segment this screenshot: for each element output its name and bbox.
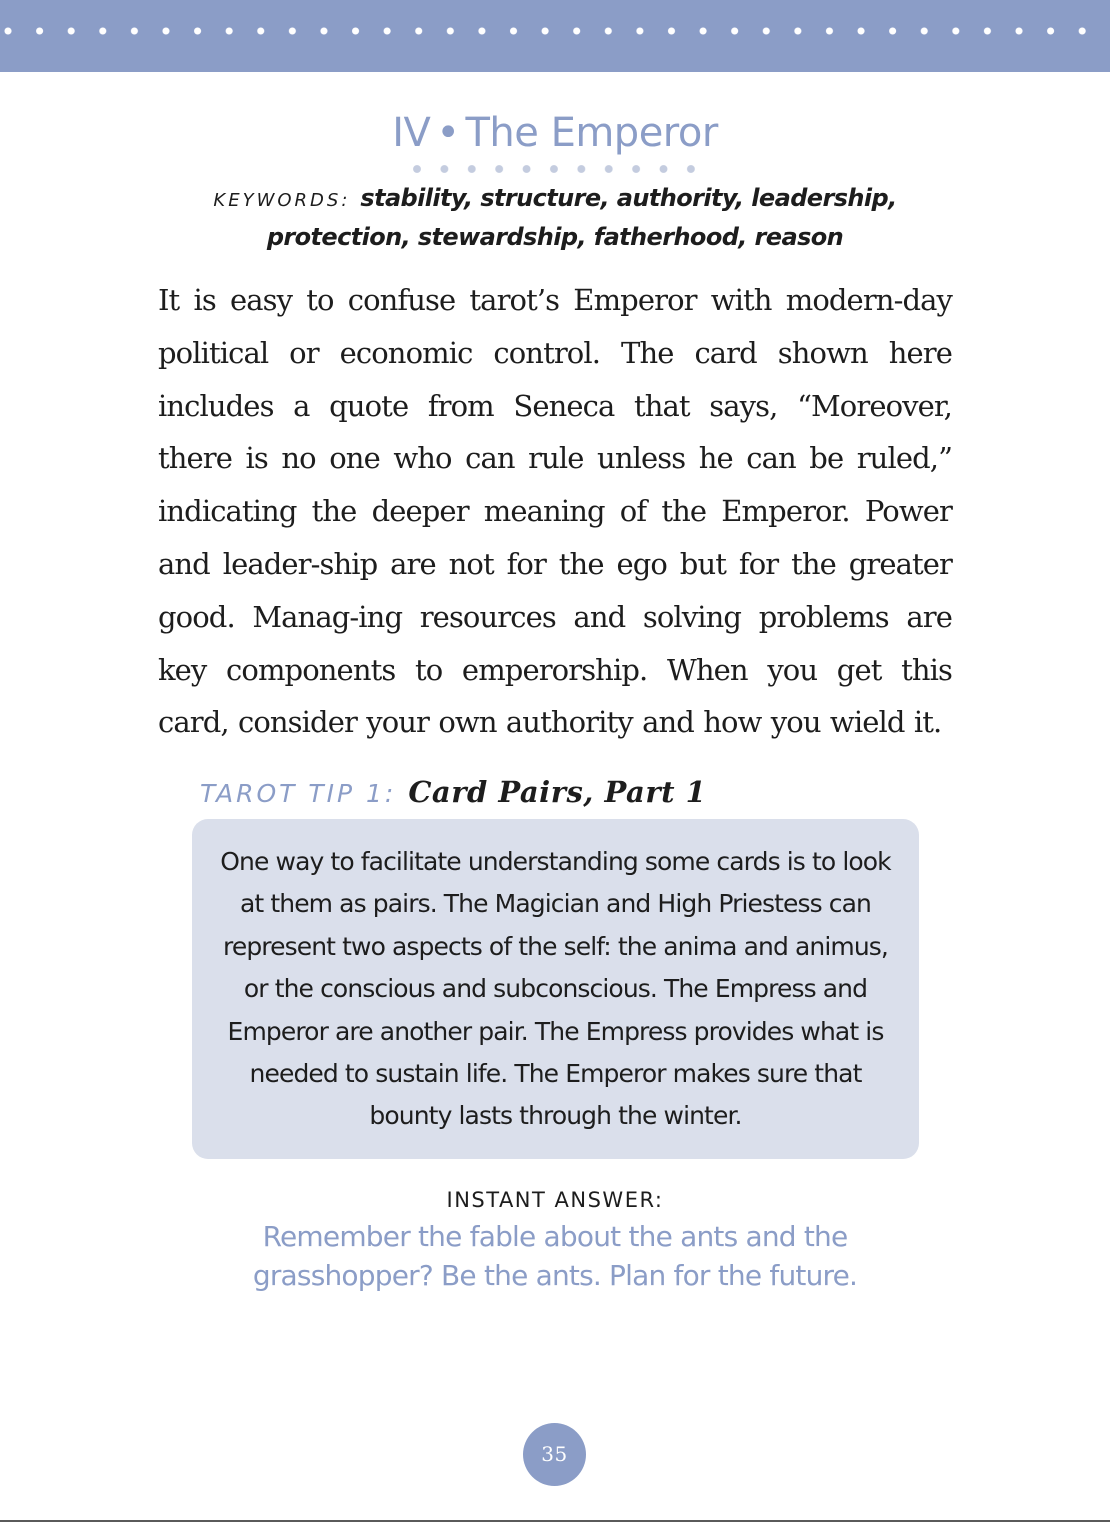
card-name: The Emperor (465, 110, 718, 156)
top-decorative-band (0, 0, 1110, 72)
keywords-text: stability, structure, authority, leadership, protection, stewardship, fatherhood, reason (266, 184, 897, 251)
tarot-tip-label: TAROT TIP 1: (200, 779, 397, 808)
instant-answer-label: INSTANT ANSWER: (446, 1188, 664, 1212)
tarot-tip-heading (200, 770, 920, 820)
instant-answer-text: Remember the fable about the ants and the grasshopper? Be the ants. Plan for the future. (252, 1220, 858, 1292)
title-underline-dots (412, 164, 702, 174)
card-number: IV (392, 110, 431, 156)
keywords-block (150, 180, 960, 255)
tarot-tip-box (192, 819, 919, 1159)
bottom-rule (0, 1520, 1110, 1522)
body-paragraph: It is easy to confuse tarot’s Emperor with modern-day political or economic control. The card shown here includes a quote from Seneca that says, “Moreover, there is no one who can rule unless he can be ruled,” indicating the deeper meaning of the Emperor. Power and leader-ship are not for the ego but for the greater good. Manag-ing resources and solving problems are key components to emperorship. When you get this card, consider your own authority and how you wield it. (158, 283, 952, 740)
tarot-tip-title: Card Pairs, Part 1 (408, 775, 707, 809)
title-separator: • (436, 110, 460, 156)
page-number-badge: 35 (523, 1423, 586, 1486)
card-title (0, 105, 1110, 161)
keywords-label: KEYWORDS: (213, 190, 351, 211)
tarot-tip-text: One way to facilitate understanding some cards is to look at them as pairs. The Magician and High Priestess can represent two aspects of the self: the anima and animus, or the conscious and subconscious. The Empress and Emperor are another pair. The Empress provides what is needed to sustain life. The Emperor makes sure that bounty lasts through the winter. (220, 847, 891, 1131)
dot-border-decoration (0, 26, 1110, 36)
